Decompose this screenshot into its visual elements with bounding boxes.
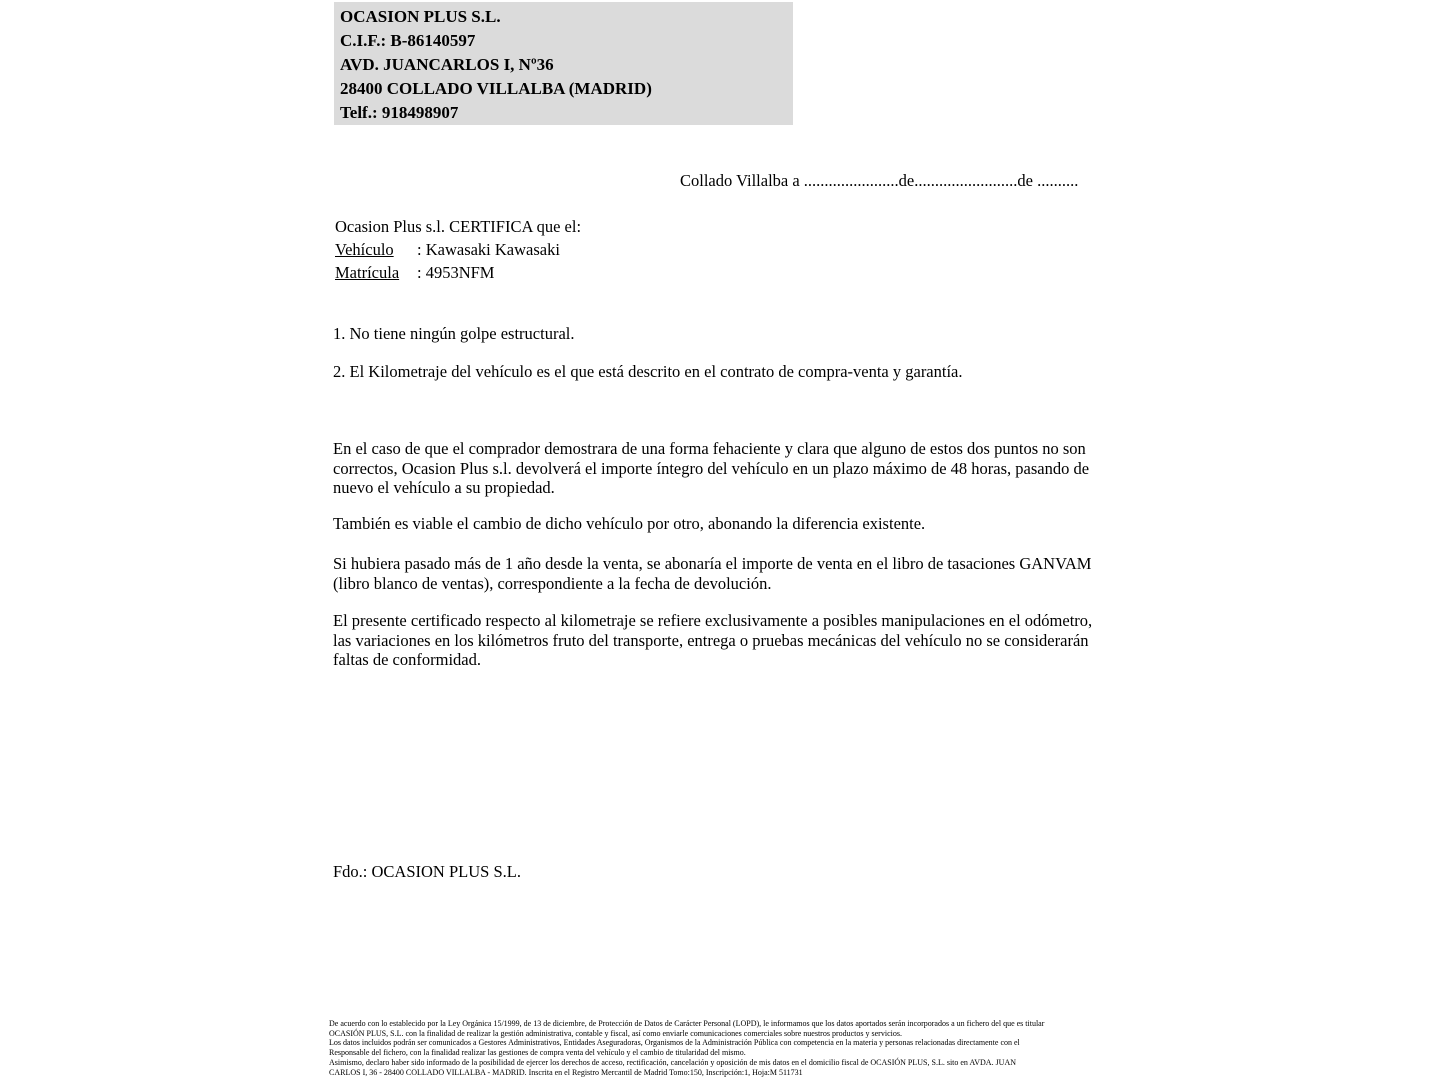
legal-footer-line-6: CARLOS I, 36 - 28400 COLLADO VILLALBA - MADRID. Inscrita en el Registro Mercantil de Madrid Tomo:150, Inscripción:1, Hoja:M 511731 xyxy=(329,1067,803,1077)
certified-point-1: 1. No tiene ningún golpe estructural. xyxy=(333,324,575,343)
company-name: OCASION PLUS S.L. xyxy=(340,7,501,26)
vehicle-value: : Kawasaki Kawasaki xyxy=(417,240,560,259)
legal-footer xyxy=(329,1019,1044,1077)
paragraph-odometer-disclaimer: El presente certificado respecto al kilometraje se refiere exclusivamente a posibles manipulaciones en el odómetro, las variaciones en los kilómetros fruto del transporte, entrega o pruebas mecánicas del vehículo no se considerarán faltas de conformidad. xyxy=(333,611,1093,669)
company-address: AVD. JUANCARLOS I, Nº36 xyxy=(340,55,554,74)
paragraph-ganvam-valuation: Si hubiera pasado más de 1 año desde la venta, se abonaría el importe de venta en el libro de tasaciones GANVAM (libro blanco de ventas), correspondiente a la fecha de devolución. xyxy=(333,554,1092,593)
company-city: 28400 COLLADO VILLALBA (MADRID) xyxy=(340,79,652,98)
plate-value: : 4953NFM xyxy=(417,263,495,282)
paragraph-vehicle-exchange: También es viable el cambio de dicho vehículo por otro, abonando la diferencia existente. xyxy=(333,514,926,533)
legal-footer-line-5: Asimismo, declaro haber sido informado de la posibilidad de ejercer los derechos de acceso, rectificación, cancelación y oposición de mis datos en el domicilio fiscal de OCASIÓN PLUS, S.L. sito en AVDA. JUAN xyxy=(329,1057,1017,1067)
legal-footer-line-4: Responsable del fichero, con la finalidad realizar las gestiones de compra venta del vehículo y el cambio de titularidad del mismo. xyxy=(329,1048,746,1058)
certification-block xyxy=(335,215,581,284)
legal-footer-line-3: Los datos incluidos podrán ser comunicados a Gestores Administrativos, Entidades Aseguradoras, Organismos de la Administración Pública con competencia en la materia y personas relacionadas directamente con el xyxy=(329,1038,1020,1048)
vehicle-label: Vehículo xyxy=(335,240,394,259)
company-phone: Telf.: 918498907 xyxy=(340,103,459,122)
signature-line: Fdo.: OCASION PLUS S.L. xyxy=(333,862,521,881)
legal-footer-line-1: De acuerdo con lo establecido por la Ley Orgánica 15/1999, de 13 de diciembre, de Protección de Datos de Carácter Personal (LOPD), le informamos que los datos aportados serán incorporados a un fichero del que es titular xyxy=(329,1019,1045,1028)
plate-row xyxy=(335,261,581,284)
vehicle-row xyxy=(335,238,581,261)
paragraph-refund-condition: En el caso de que el comprador demostrara de una forma fehaciente y clara que alguno de estos dos puntos no son correctos, Ocasion Plus s.l. devolverá el importe íntegro del vehículo en un plazo máximo de 48 horas, pasando de nuevo el vehículo a su propiedad. xyxy=(333,439,1090,497)
plate-label: Matrícula xyxy=(335,263,400,282)
company-letterhead xyxy=(334,2,793,125)
legal-footer-line-2: OCASIÓN PLUS, S.L. con la finalidad de realizar la gestión administrativa, contable y fiscal, así como enviarle comunicaciones comerciales sobre nuestros productos y servicios. xyxy=(329,1028,902,1038)
company-cif: C.I.F.: B-86140597 xyxy=(340,31,476,50)
certify-intro: Ocasion Plus s.l. CERTIFICA que el: xyxy=(335,217,582,236)
certified-point-2: 2. El Kilometraje del vehículo es el que está descrito en el contrato de compra-venta y garantía. xyxy=(333,362,963,381)
date-line: Collado Villalba a .......................de.........................de .......... xyxy=(680,171,1079,190)
